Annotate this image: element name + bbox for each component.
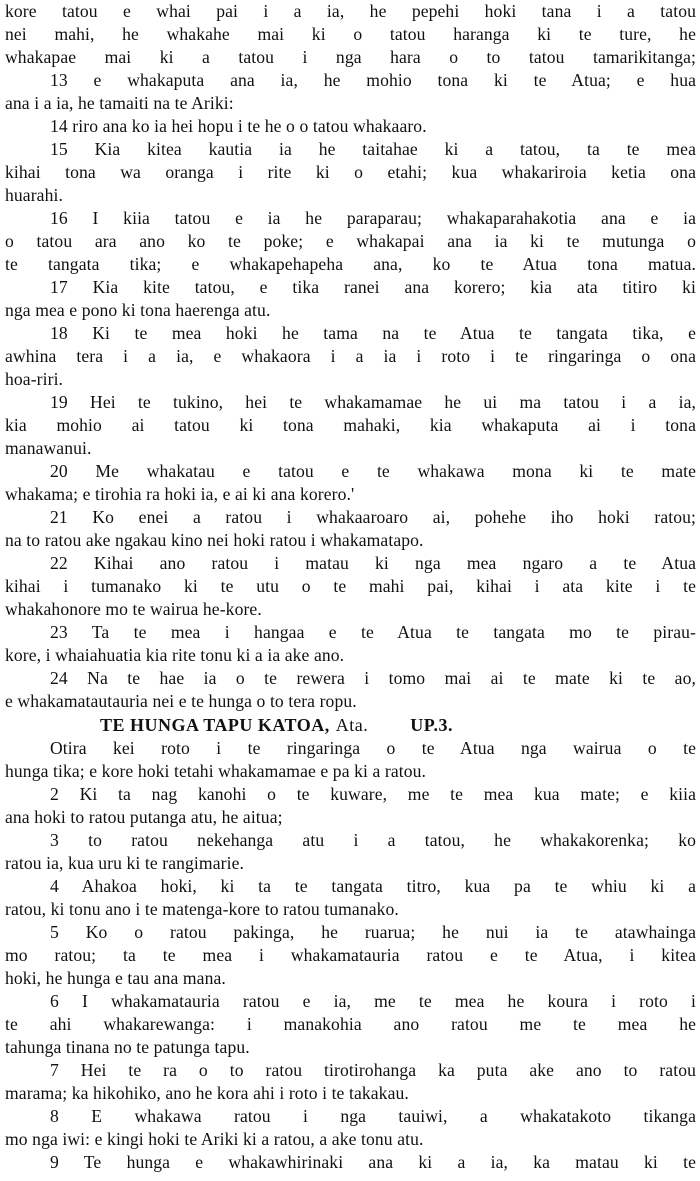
text-line: kihai i tumanako ki te utu o te mahi pai, kihai i ata kite i te xyxy=(5,576,696,596)
text-line: hoa-riri. xyxy=(5,369,64,389)
text-line: kihai tona wa oranga i rite ki o etahi; kua whakariroia ketia ona xyxy=(5,162,696,182)
chapter-title: TE HUNGA TAPU KATOA, xyxy=(100,715,330,735)
text-line: 8 E whakawa ratou i nga tauiwi, a whakatakoto tikanga xyxy=(50,1106,696,1126)
text-line: manawanui. xyxy=(5,438,92,458)
text-line: 23 Ta te mea i hangaa e te Atua te tangata mo te pirau- xyxy=(50,622,696,642)
text-line: 4 Ahakoa hoki, ki ta te tangata titro, kua pa te whiu ki a xyxy=(50,876,696,896)
text-block-chapter-3 xyxy=(5,737,696,1174)
text-line: o tatou ara ano ko te poke; e whakapai ana ia ki te mutunga o xyxy=(5,231,696,251)
text-line: 24 Na te hae ia o te rewera i tomo mai ai te mate ki te ao, xyxy=(50,668,696,688)
text-line: 2 Ki ta nag kanohi o te kuware, me te mea kua mate; e kiia xyxy=(50,784,696,804)
text-line: nga mea e pono ki tona haerenga atu. xyxy=(5,300,271,320)
text-line: mo nga iwi: e kingi hoki te Ariki ki a ratou, a ake tonu atu. xyxy=(5,1129,424,1149)
text-line: hunga tika; e kore hoki tetahi whakamamae e pa ki a ratou. xyxy=(5,761,427,781)
text-line: marama; ka hikohiko, ano he kora ahi i roto i te takakau. xyxy=(5,1083,409,1103)
text-line: 14 riro ana ko ia hei hopu i te he o o tatou whakaaro. xyxy=(50,116,427,136)
text-line: 18 Ki te mea hoki he tama na te Atua te tangata tika, e xyxy=(50,323,696,343)
text-line: 13 e whakaputa ana ia, he mohio tona ki te Atua; e hua xyxy=(50,70,696,90)
chapter-heading xyxy=(5,713,696,737)
text-line: whakama; e tirohia ra hoki ia, e ai ki ana korero.' xyxy=(5,484,355,504)
text-line: 5 Ko o ratou pakinga, he ruarua; he nui ia te atawhainga xyxy=(50,922,696,942)
text-line: kore, i whaiahuatia kia rite tonu ki a ia ake ano. xyxy=(5,645,345,665)
text-line: te ahi whakarewanga: i manakohia ano ratou me te mea he xyxy=(5,1014,696,1034)
text-line: Otira kei roto i te ringaringa o te Atua nga wairua o te xyxy=(50,738,696,758)
text-line: nei mahi, he whakahe mai ki o tatou haranga ki te ture, he xyxy=(5,24,696,44)
text-line: mo ratou; ta te mea i whakamatauria ratou e te Atua, i kitea xyxy=(5,945,696,965)
text-line: te tangata tika; e whakapehapeha ana, ko te Atua tona matua. xyxy=(5,254,696,274)
text-line: na to ratou ake ngakau kino nei hoki ratou i whakamatapo. xyxy=(5,530,424,550)
text-line: e whakamatautauria nei e te hunga o to tera ropu. xyxy=(5,691,357,711)
text-line: hoki, he hunga e tau ana mana. xyxy=(5,968,226,988)
text-line: 22 Kihai ano ratou i matau ki nga mea ngaro a te Atua xyxy=(50,553,696,573)
text-line: tahunga tinana no te patunga tapu. xyxy=(5,1037,250,1057)
text-line: awhina tera i a ia, e whakaora i a ia i roto i te ringaringa o ona xyxy=(5,346,696,366)
text-line: ana hoki to ratou putanga atu, he aitua; xyxy=(5,807,283,827)
text-line: kia mohio ai tatou ki tona mahaki, kia whakaputa ai i tona xyxy=(5,415,696,435)
text-block-previous-chapter xyxy=(5,0,696,713)
text-line: whakapae mai ki a tatou i nga hara o to tatou tamarikitanga; xyxy=(5,47,696,67)
text-line: huarahi. xyxy=(5,185,63,205)
chapter-ata: Ata. xyxy=(335,715,369,735)
text-line: 9 Te hunga e whakawhirinaki ana ki a ia, ka matau ki te xyxy=(50,1152,696,1172)
text-line: 16 I kiia tatou e ia he paraparau; whakaparahakotia ana e ia xyxy=(50,208,696,228)
chapter-number: UP.3. xyxy=(410,715,454,735)
text-line: 7 Hei te ra o to ratou tirotirohanga ka puta ake ano to ratou xyxy=(50,1060,696,1080)
text-line: whakahonore mo te wairua he-kore. xyxy=(5,599,262,619)
text-line: 17 Kia kite tatou, e tika ranei ana korero; kia ata titiro ki xyxy=(50,277,696,297)
text-line: 21 Ko enei a ratou i whakaaroaro ai, pohehe iho hoki ratou; xyxy=(50,507,696,527)
text-line: 3 to ratou nekehanga atu i a tatou, he whakakorenka; ko xyxy=(50,830,696,850)
text-line: 19 Hei te tukino, hei te whakamamae he ui ma tatou i a ia, xyxy=(50,392,696,412)
text-line: ratou ia, kua uru ki te rangimarie. xyxy=(5,853,244,873)
text-line: 6 I whakamatauria ratou e ia, me te mea he koura i roto i xyxy=(50,991,696,1011)
text-line: 15 Kia kitea kautia ia he taitahae ki a tatou, ta te mea xyxy=(50,139,696,159)
text-line: ratou, ki tonu ano i te matenga-kore to ratou tumanako. xyxy=(5,899,399,919)
text-line: 20 Me whakatau e tatou e te whakawa mona ki te mate xyxy=(50,461,696,481)
text-line: ana i a ia, he tamaiti na te Ariki: xyxy=(5,93,234,113)
text-line: kore tatou e whai pai i a ia, he pepehi hoki tana i a tatou xyxy=(5,1,696,21)
